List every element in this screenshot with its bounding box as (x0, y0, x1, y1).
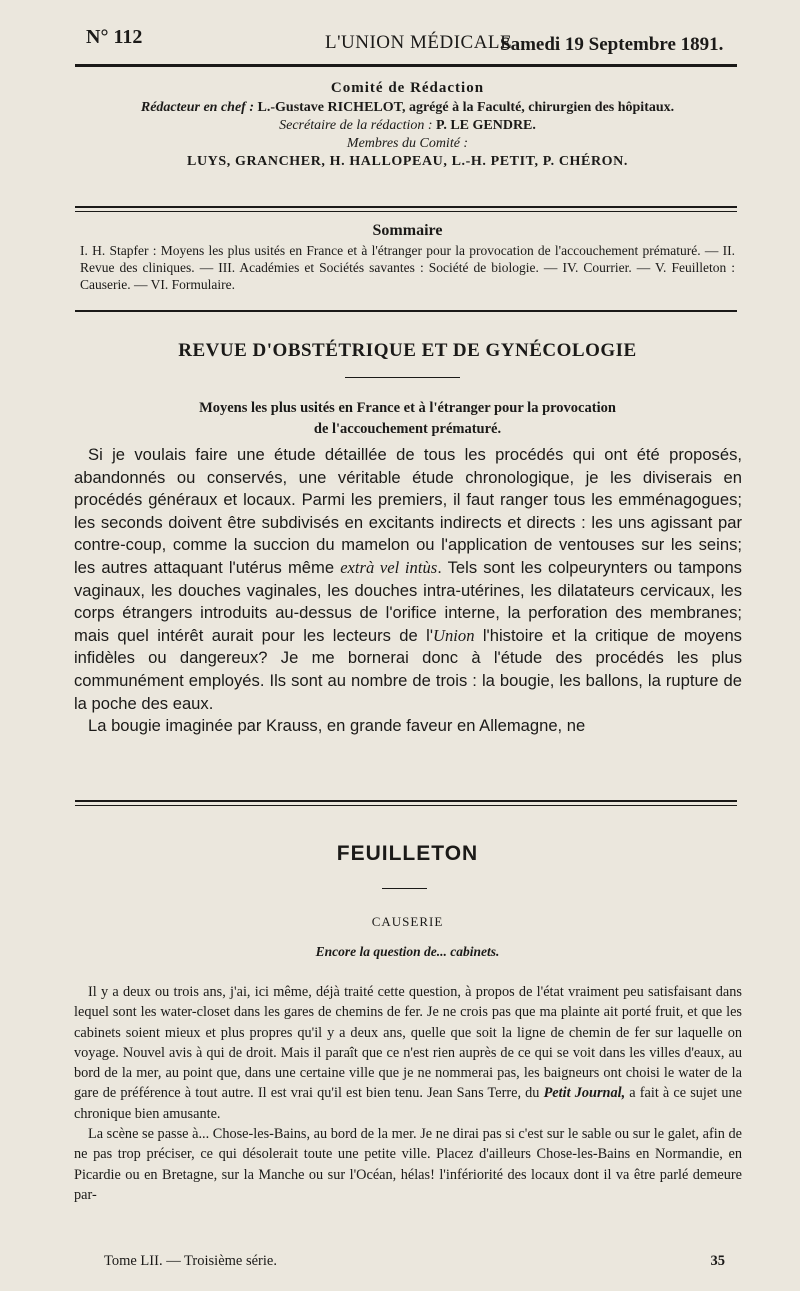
feuilleton-rule (75, 800, 737, 806)
volume-text: Tome LII. — Troisième série. (104, 1253, 277, 1269)
contents-summary (80, 222, 735, 293)
causerie-paragraph: La scène se passe à... Chose-les-Bains, au bord de la mer. Je ne dirai pas si c'est sur le sable ou sur le galet, afin de ne pas trop préciser, ce qui désolerait toute une petite ville. Placez d'ailleurs Chose-les-Bains en Normandie, en Picardie ou en Bretagne, sur la Manche ou sur l'Océan, hélas! l'infériorité des locaux dont il va être parlé demeure par- (74, 1126, 742, 1203)
chief-editor-line (80, 100, 735, 116)
article-title-line2: de l'accouchement prématuré. (313, 421, 502, 437)
article-emphasis: extrà vel intùs (340, 557, 438, 577)
causerie-text: a fait à ce sujet une chronique bien amusante. (74, 1085, 742, 1122)
article-paragraph (74, 444, 742, 715)
causerie-paragraph (74, 982, 742, 1124)
page-number: 35 (710, 1253, 725, 1269)
article-text: Si je voulais faire une étude détaillée de tous les procédés qui ont été proposés, abandonnés ou conservés, une véritable étude chronologique, je les diviserais en procédés généraux et locaux. Parmi les premiers, il faut ranger tous les emménagogues; les seconds doivent être subdivisés en excitants indirects et directs : les uns agissant par contre-coup, comme la succion du mamelon ou l'application de ventouses sur les seins; les autres attaquant l'utérus même (74, 445, 742, 577)
article-paragraph: La bougie imaginée par Krauss, en grande faveur en Allemagne, ne (88, 716, 586, 736)
committee-rule (75, 206, 737, 212)
masthead-rule (75, 64, 737, 67)
editorial-committee (80, 80, 735, 170)
secretary-label: Secrétaire de la rédaction : (279, 118, 433, 133)
causerie-text: Il y a deux ou trois ans, j'ai, ici même, déjà traité cette question, à propos de l'état vraiment peu satisfaisant dans lequel sont les water-closet dans les gares de chemins de fer. Je ne crois pas que ma plainte ait porté fruit, et que les cabinets soient mieux et plus propres qu'il y a deux ans, quelle que soit la ligne de chemin de fer sur laquelle on voyage. Nouvel avis à qui de droit. Mais il paraît que ce n'est rien auprès de ce qui se voit dans les villes d'eaux, au bord de la mer, au point que, dans une certaine ville que je ne nommerai pas, les baigneurs ont choisi le water de la gare de préférence à tout autre. Il est vrai qu'il est bien tenu. Jean Sans Terre, du (74, 984, 742, 1102)
secretary: P. LE GENDRE. (436, 118, 536, 133)
issue-date: Samedi 19 Septembre 1891. (500, 34, 724, 55)
journal-title: L'UNION MÉDICALE (325, 32, 513, 53)
committee-title: Comité de Rédaction (330, 80, 485, 96)
issue-number: N° 112 (86, 26, 143, 48)
article-title (80, 398, 735, 440)
summary-rule (75, 310, 737, 312)
members-label: Membres du Comité : (346, 136, 469, 151)
members-list: LUYS, GRANCHER, H. HALLOPEAU, L.-H. PETIT, P. CHÉRON. (187, 154, 628, 169)
causerie-heading: CAUSERIE (371, 914, 444, 929)
secretary-line (80, 118, 735, 134)
article-text: . Tels sont les colpeurynters ou tampons vaginaux, les douches vaginales, les douches intra-utérines, les dilatateurs cervicaux, les corps étrangers introduits au-dessus de l'orifice interne, la perforation des membranes; mais quel intérêt aurait pour les lecteurs de l' (74, 557, 742, 645)
chief-editor-label: Rédacteur en chef : (140, 100, 255, 115)
summary-text: I. H. Stapfer : Moyens les plus usités en France et à l'étranger pour la provocation de l'accouchement prématuré. — II. Revue des cliniques. — III. Académies et Sociétés savantes : Société de biologie. — IV. Courrier. — V. Feuilleton : Causerie. — VI. Formulaire. (80, 243, 735, 292)
newspaper-name: Petit Journal, (543, 1085, 626, 1102)
article-title-line1: Moyens les plus usités en France et à l'étranger pour la provocation (199, 400, 616, 416)
volume-info (104, 1253, 277, 1270)
section-heading: REVUE D'OBSTÉTRIQUE ET DE GYNÉCOLOGIE (178, 340, 637, 361)
masthead (70, 22, 740, 62)
causerie-body (74, 982, 742, 1205)
article-body (74, 444, 742, 738)
feuilleton-heading: FEUILLETON (336, 842, 479, 865)
chief-editor: L.-Gustave RICHELOT, agrégé à la Faculté, chirurgien des hôpitaux. (257, 100, 675, 115)
summary-title: Sommaire (372, 222, 443, 239)
causerie-subtitle: Encore la question de... cabinets. (315, 944, 500, 959)
heading-rule (345, 377, 460, 378)
journal-name-emphasis: Union (433, 625, 475, 645)
feuilleton-underline (382, 888, 427, 889)
article-text: l'histoire et la critique de moyens infidèles ou dangereux? Je me bornerai donc à l'étude des procédés les plus communément employés. Ils sont au nombre de trois : la bougie, les ballons, la rupture de la poche des eaux. (74, 625, 742, 713)
